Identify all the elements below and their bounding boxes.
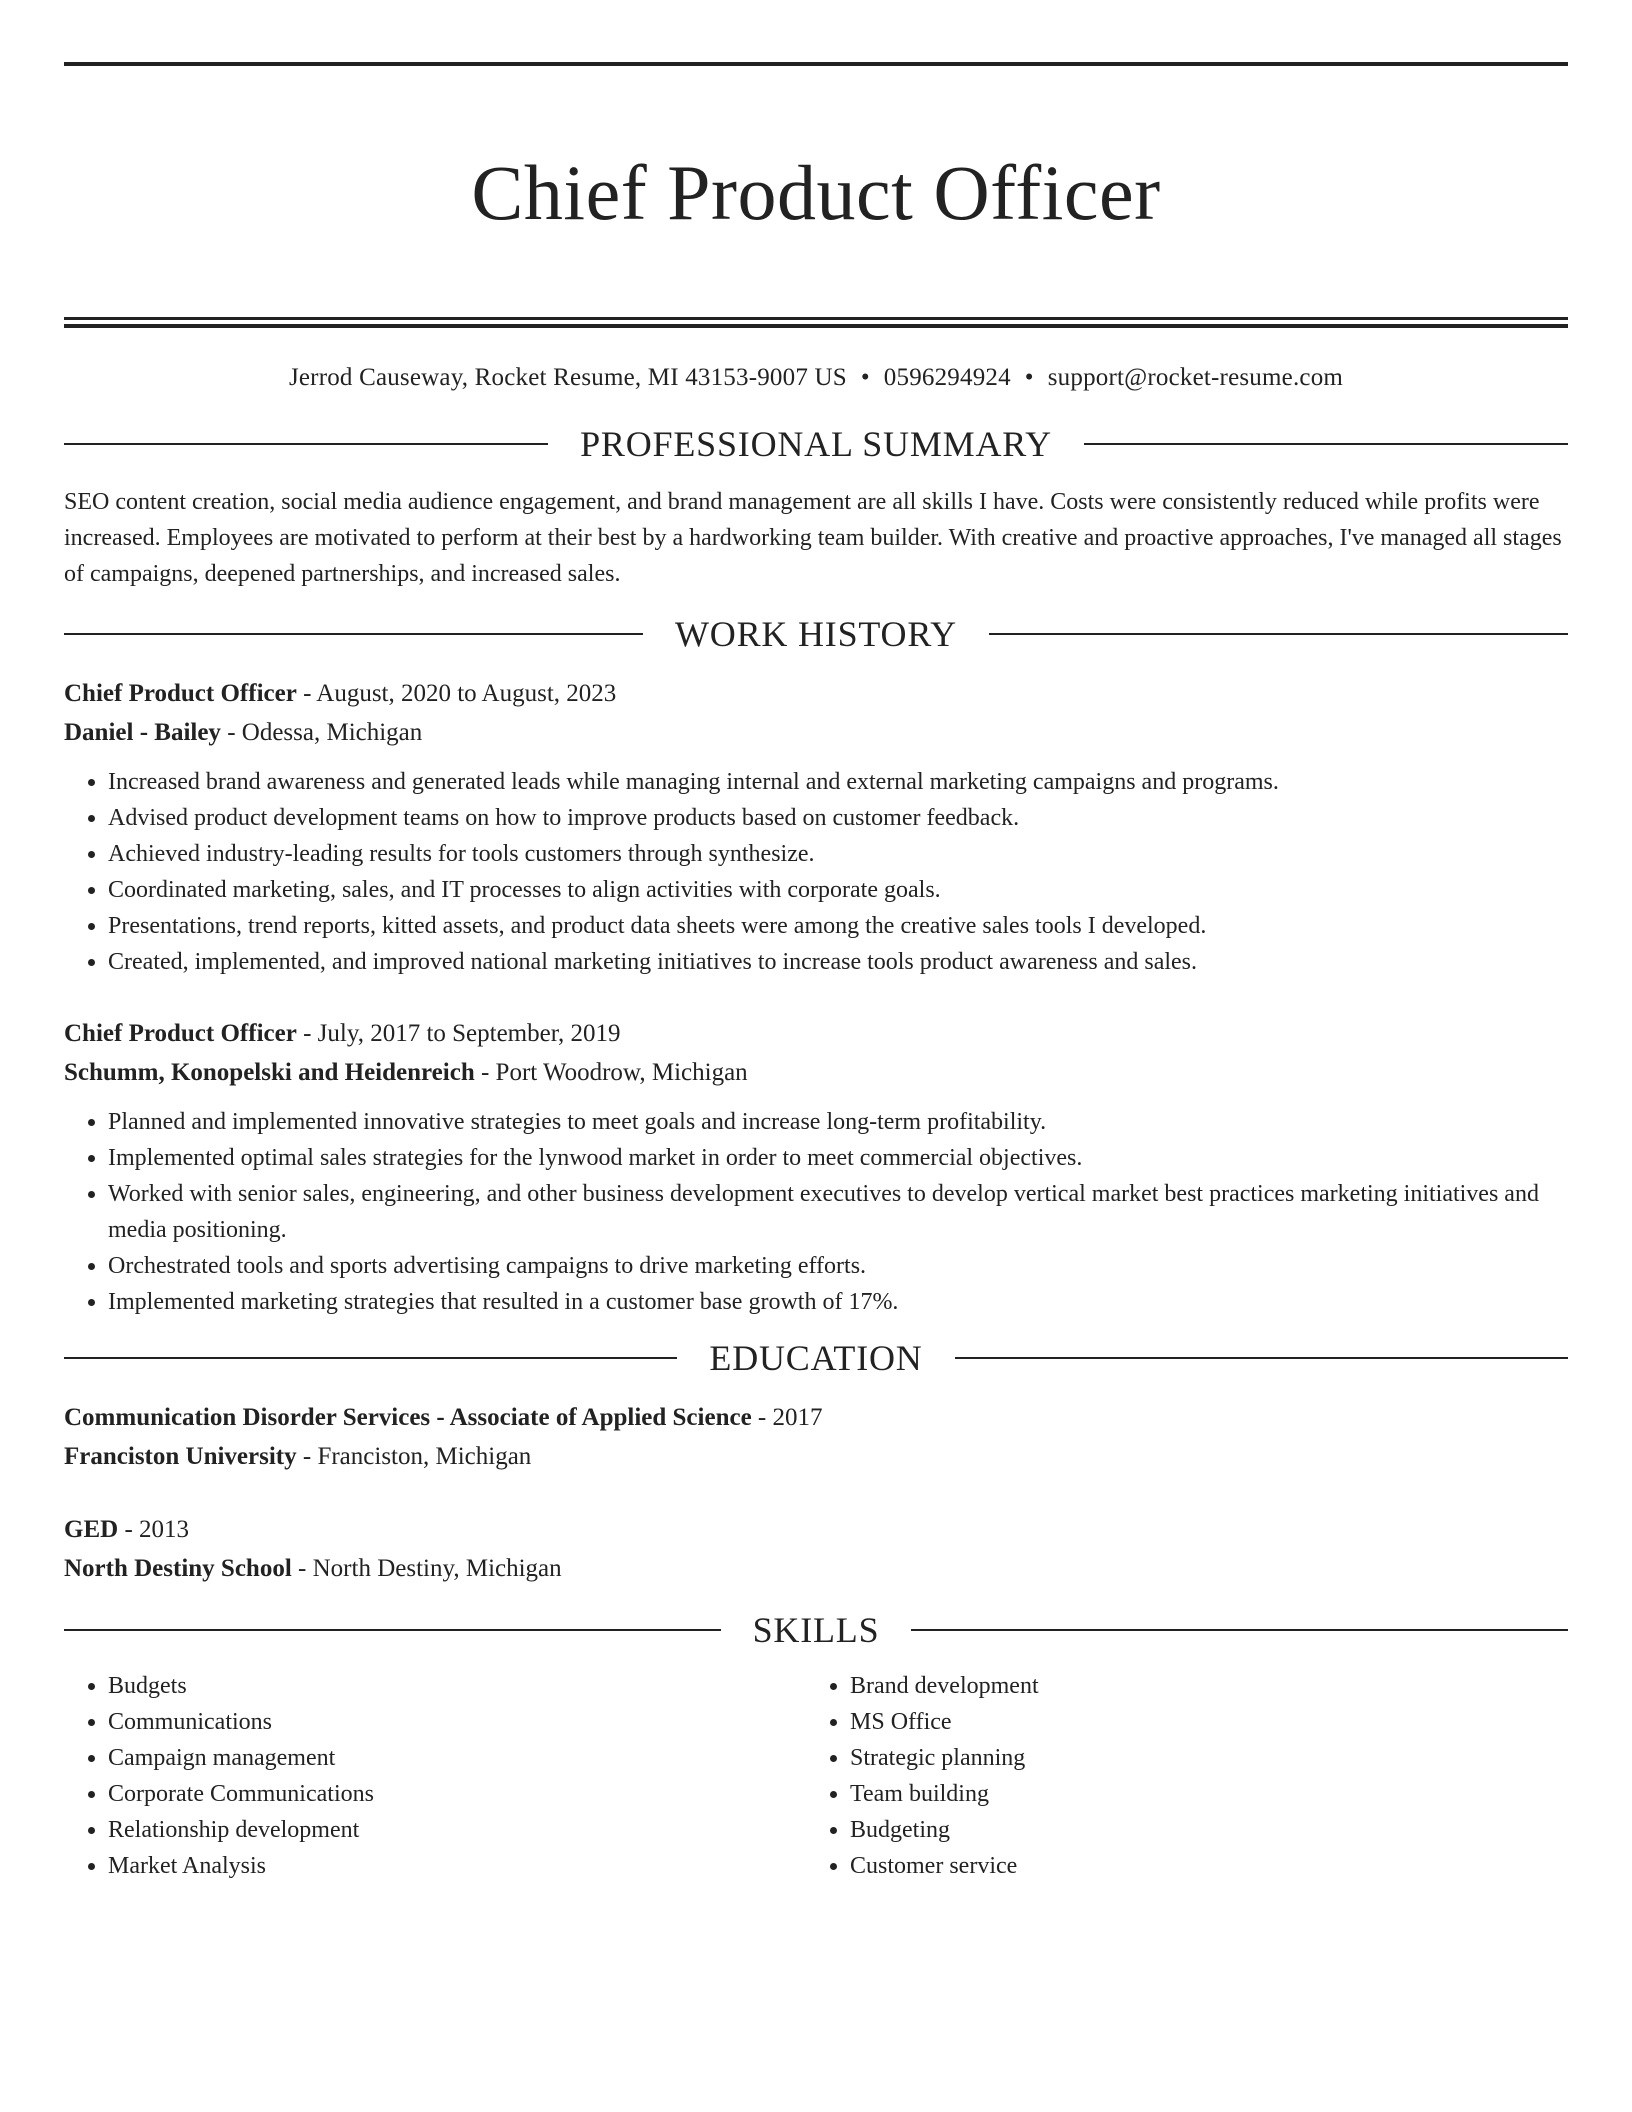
job-bullet: • Achieved industry-leading results for tools customers through synthesize. — [108, 836, 1568, 872]
section-rule — [1084, 443, 1568, 445]
job-location: - Port Woodrow, Michigan — [474, 1058, 748, 1086]
contact-address: Jerrod Causeway, Rocket Resume, MI 43153-9007 US — [288, 363, 847, 391]
job-bullet: • Presentations, trend reports, kitted assets, and product data sheets were among the creative sales tools I developed. — [108, 908, 1568, 944]
job-bullet: • Orchestrated tools and sports advertising campaigns to drive marketing efforts. — [108, 1248, 1568, 1284]
education-school-line — [64, 1437, 1568, 1476]
section-title: PROFESSIONAL SUMMARY — [580, 423, 1052, 464]
section-rule — [64, 443, 548, 445]
job-title-line — [64, 1014, 1568, 1053]
education-degree-line — [64, 1510, 1568, 1549]
job-entry — [64, 674, 1568, 980]
job-bullet: • Implemented optimal sales strategies for the lynwood market in order to meet commercial objectives. — [108, 1140, 1568, 1176]
section-rule — [911, 1629, 1568, 1631]
education-school: Franciston University — [64, 1442, 297, 1470]
contact-email: support@rocket-resume.com — [1047, 363, 1344, 391]
job-bullet: • Planned and implemented innovative strategies to meet goals and increase long-term profitability. — [108, 1104, 1568, 1140]
skill-item: • Brand development — [850, 1668, 1548, 1704]
skill-item: • Relationship development — [108, 1812, 806, 1848]
section-header-education — [64, 1337, 1568, 1378]
education-school-line — [64, 1549, 1568, 1588]
skill-item: • Team building — [850, 1776, 1548, 1812]
skill-item: • Customer service — [850, 1848, 1548, 1884]
job-bullet: • Increased brand awareness and generated leads while managing internal and external marketing campaigns and programs. — [108, 764, 1568, 800]
section-title: EDUCATION — [709, 1337, 923, 1378]
job-dates: - August, 2020 to August, 2023 — [296, 679, 617, 707]
contact-separator: • — [860, 363, 870, 391]
job-bullets — [64, 764, 1568, 980]
job-bullet: • Advised product development teams on how to improve products based on customer feedback. — [108, 800, 1568, 836]
section-title: SKILLS — [752, 1609, 880, 1650]
top-rule — [64, 62, 1568, 66]
work-history-list — [64, 674, 1568, 1320]
education-entry — [64, 1510, 1568, 1588]
job-company-line — [64, 713, 1568, 752]
job-company: Schumm, Konopelski and Heidenreich — [64, 1058, 475, 1086]
skill-item: • Communications — [108, 1704, 806, 1740]
skill-item: • Budgeting — [850, 1812, 1548, 1848]
skill-item: • Corporate Communications — [108, 1776, 806, 1812]
job-bullets — [64, 1104, 1568, 1320]
section-rule — [989, 633, 1568, 635]
education-location: - North Destiny, Michigan — [291, 1554, 562, 1582]
education-list — [64, 1398, 1568, 1588]
job-company: Daniel - Bailey — [64, 718, 221, 746]
education-degree: Communication Disorder Services - Associate of Applied Science — [64, 1403, 752, 1431]
title-double-rule — [64, 317, 1568, 328]
skill-item: • MS Office — [850, 1704, 1548, 1740]
education-school: North Destiny School — [64, 1554, 292, 1582]
job-entry — [64, 1014, 1568, 1320]
section-rule — [955, 1357, 1568, 1359]
section-header-work-history — [64, 613, 1568, 654]
education-entry — [64, 1398, 1568, 1476]
job-company-line — [64, 1053, 1568, 1092]
contact-phone: 0596294924 — [883, 363, 1011, 391]
job-bullet: • Created, implemented, and improved national marketing initiatives to increase tools product awareness and sales. — [108, 944, 1568, 980]
education-year: - 2013 — [118, 1515, 190, 1543]
job-title: Chief Product Officer — [64, 1019, 297, 1047]
section-title: WORK HISTORY — [675, 613, 957, 654]
section-header-skills — [64, 1609, 1568, 1650]
job-bullet: • Implemented marketing strategies that resulted in a customer base growth of 17%. — [108, 1284, 1568, 1320]
skill-item: • Campaign management — [108, 1740, 806, 1776]
skill-item: • Strategic planning — [850, 1740, 1548, 1776]
skill-item: • Market Analysis — [108, 1848, 806, 1884]
job-location: - Odessa, Michigan — [220, 718, 423, 746]
job-title-line — [64, 674, 1568, 713]
page-title: Chief Product Officer — [471, 149, 1161, 237]
section-header-summary — [64, 423, 1568, 464]
job-dates: - July, 2017 to September, 2019 — [296, 1019, 621, 1047]
job-bullet: • Worked with senior sales, engineering, and other business development executives to develop vertical market best practices marketing initiatives and media positioning. — [108, 1176, 1568, 1248]
job-bullet: • Coordinated marketing, sales, and IT processes to align activities with corporate goals. — [108, 872, 1568, 908]
skill-item: • Budgets — [108, 1668, 806, 1704]
skills-list-left — [64, 1668, 806, 1884]
job-title: Chief Product Officer — [64, 679, 297, 707]
section-rule — [64, 1357, 677, 1359]
education-degree: GED — [64, 1515, 119, 1543]
education-location: - Franciston, Michigan — [296, 1442, 532, 1470]
education-year: - 2017 — [751, 1403, 823, 1431]
section-rule — [64, 633, 643, 635]
education-degree-line — [64, 1398, 1568, 1437]
skills-columns — [64, 1668, 1568, 1884]
summary-text: SEO content creation, social media audience engagement, and brand management are all skills I have. Costs were consistently reduced while profits were increased. Employees are motivated to perform at their best by a hardworking team builder. With creative and proactive approaches, I've managed all stages of campaigns, deepened partnerships, and increased sales. — [64, 488, 1562, 587]
skills-list-right — [806, 1668, 1548, 1884]
section-rule — [64, 1629, 721, 1631]
contact-separator: • — [1024, 363, 1034, 391]
contact-line — [64, 364, 1568, 392]
